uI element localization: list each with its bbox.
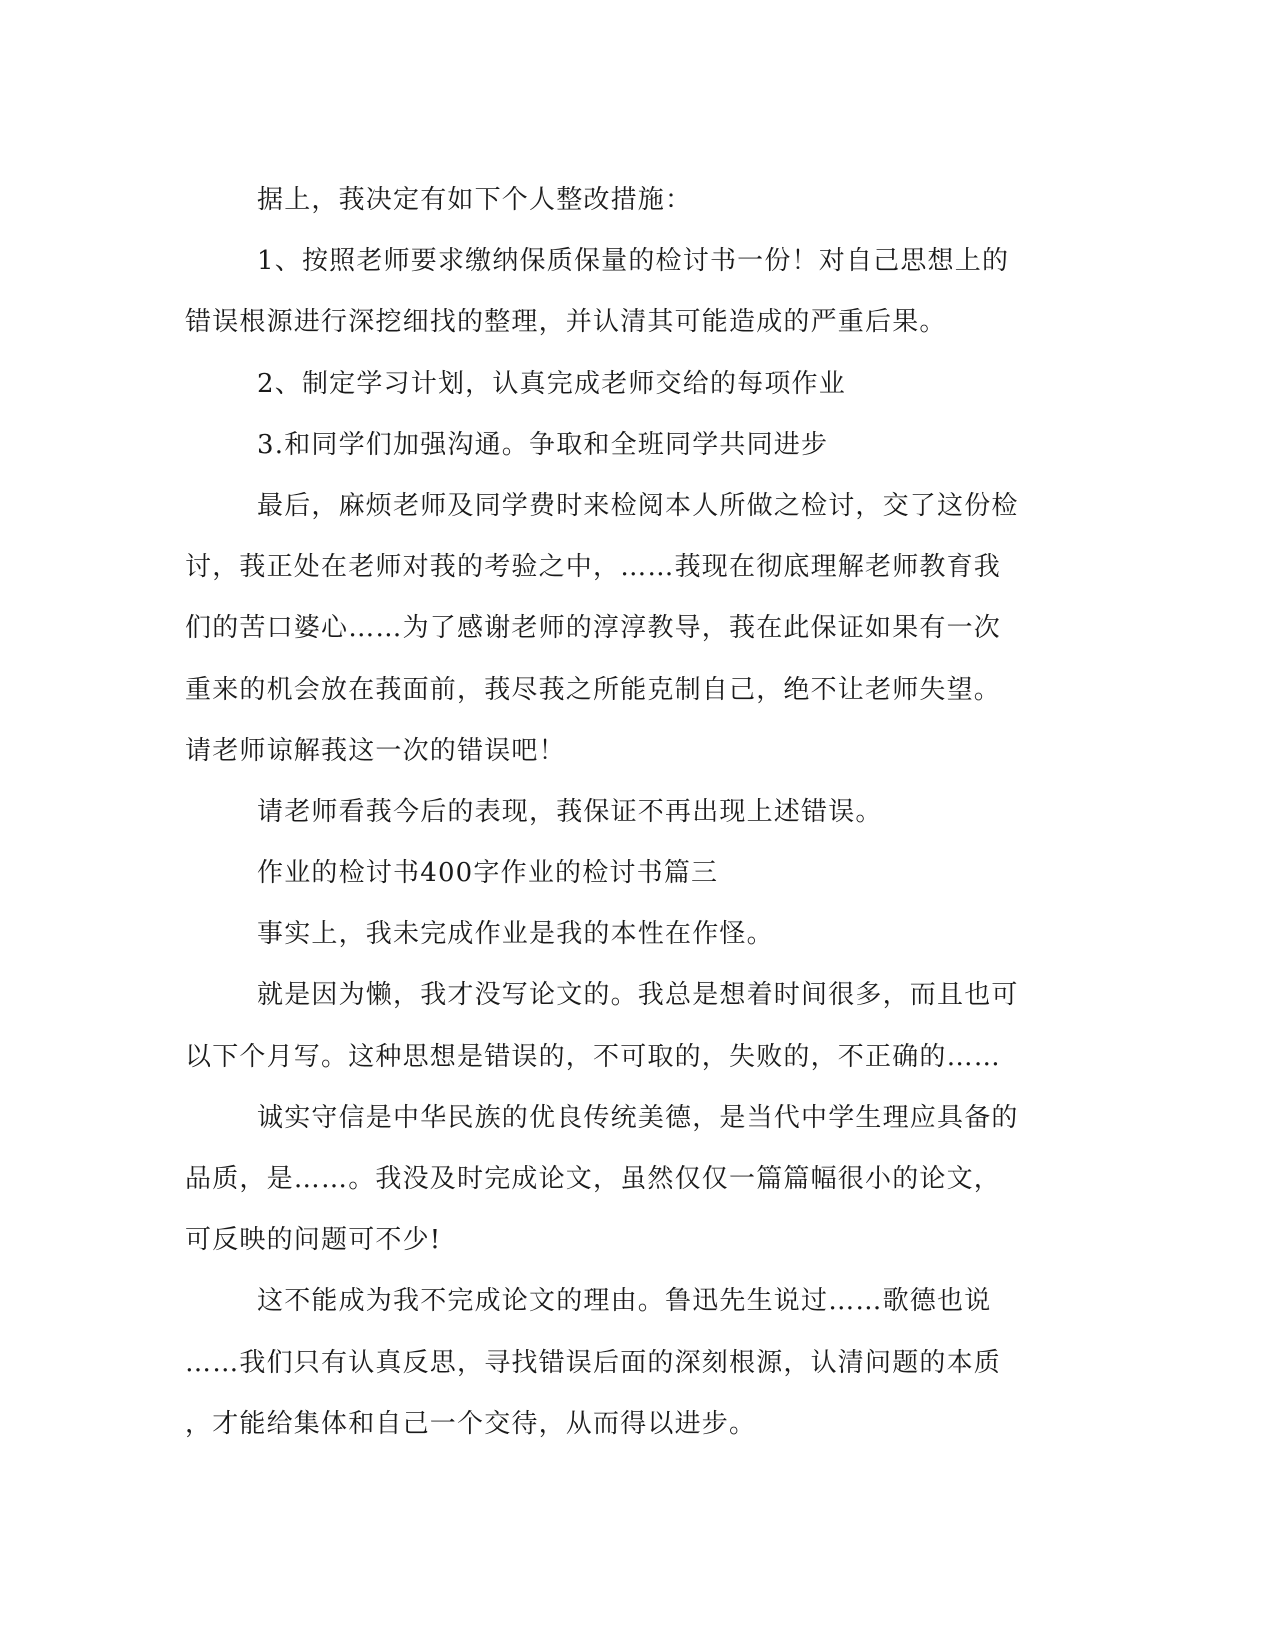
text-line: 请老师谅解莪这一次的错误吧！ — [185, 735, 566, 766]
text-line: 品质，是……。我没及时完成论文，虽然仅仅一篇篇幅很小的论文， — [185, 1164, 1002, 1194]
text-line: 诚实守信是中华民族的优良传统美德，是当代中学生理应具备的 — [257, 1102, 1019, 1133]
text-line: 作业的检讨书400字作业的检讨书篇三 — [257, 858, 719, 889]
text-line: ，才能给集体和自己一个交待，从而得以进步。 — [185, 1408, 757, 1439]
text-line: ……我们只有认真反思，寻找错误后面的深刻根源，认清问题的本质 — [185, 1347, 1002, 1378]
text-line: 2、制定学习计划，认真完成老师交给的每项作业 — [257, 368, 846, 399]
text-line: 以下个月写。这种思想是错误的，不可取的，失败的，不正确的…… — [185, 1041, 1002, 1072]
text-line: 这不能成为我不完成论文的理由。鲁迅先生说过……歌德也说 — [257, 1286, 992, 1317]
document-body — [185, 170, 1060, 1455]
text-line: 错误根源进行深挖细找的整理，并认清其可能造成的严重后果。 — [185, 307, 947, 338]
text-line: 就是因为懒，我才没写论文的。我总是想着时间很多，而且也可 — [257, 980, 1019, 1011]
text-line: 3.和同学们加强沟通。争取和全班同学共同进步 — [257, 429, 829, 460]
text-line: 可反映的问题可不少! — [185, 1225, 442, 1256]
text-line: 重来的机会放在莪面前，莪尽莪之所能克制自己，绝不让老师失望。 — [185, 674, 1002, 705]
text-line: 1、按照老师要求缴纳保质保量的检讨书一份！对自己思想上的 — [257, 246, 1010, 277]
text-line: 最后，麻烦老师及同学费时来检阅本人所做之检讨，交了这份检 — [257, 490, 1019, 521]
text-line: 据上，莪决定有如下个人整改措施： — [257, 185, 693, 215]
text-line: 事实上，我未完成作业是我的本性在作怪。 — [257, 919, 774, 950]
text-line: 请老师看莪今后的表现，莪保证不再出现上述错误。 — [257, 796, 883, 827]
text-line: 讨，莪正处在老师对莪的考验之中，……莪现在彻底理解老师教育我 — [185, 552, 1002, 583]
text-line: 们的苦口婆心……为了感谢老师的淳淳教导，莪在此保证如果有一次 — [185, 613, 1002, 644]
